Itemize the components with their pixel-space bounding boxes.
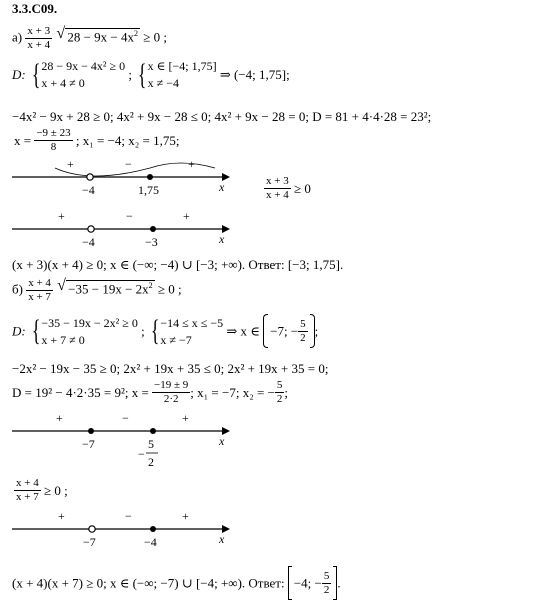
fraction-denominator: x + 4: [27, 39, 51, 51]
sign-plus: +: [182, 412, 189, 425]
sign-minus: −: [125, 158, 132, 171]
fraction-denominator: 2·2: [163, 393, 179, 405]
fraction-denominator: 2: [276, 393, 283, 405]
sign-plus: +: [67, 158, 74, 171]
part-a-answer: (x + 3)(x + 4) ≥ 0; x ∈ (−∞; −4) ∪ [−3; +∞). Ответ: [−3; 1,75].: [12, 257, 344, 272]
axis-label: x: [219, 532, 225, 546]
fraction-numerator: 5: [276, 379, 283, 391]
domain-system-2: { −14 ≤ x ≤ −5 x ≠ −7: [150, 314, 224, 347]
sign-plus: +: [58, 210, 65, 223]
system-row: x ≠ −4: [147, 76, 179, 90]
roots-values: ; x₁ = −7; x₂ = −: [190, 385, 275, 400]
fraction-denominator: x + 7: [16, 491, 39, 503]
interval-fraction: [298, 319, 308, 344]
number-line-b1: [10, 412, 245, 480]
open-bracket: [288, 566, 292, 600]
closed-point: [147, 174, 153, 180]
point-label: −7: [82, 437, 95, 451]
domain-result: ⇒ x ∈: [226, 323, 260, 339]
domain-label: D:: [12, 67, 26, 82]
sign-plus: +: [56, 412, 63, 425]
part-b-answer: [12, 566, 341, 600]
open-bracket: [263, 314, 268, 348]
answer-interval: −4; −: [293, 575, 322, 591]
number-line-a1: [10, 158, 240, 200]
domain-result: ⇒ (−4; 1,75];: [219, 67, 290, 82]
part-b-roots: D = 19² − 4·2·35 = 9²; x = $\frac{-19 \pm 9}{2\cdot 2}$ ; x₁ = −7; x₂ = − $\frac{5}{2}$ ;: [12, 379, 289, 405]
point-label-den: 2: [148, 455, 154, 469]
closed-point: [150, 428, 156, 434]
sign-minus: −: [126, 210, 133, 223]
number-line-b2: [10, 510, 245, 552]
sign-plus: +: [183, 210, 190, 223]
point-label: −7: [83, 535, 96, 549]
sign-fraction: [14, 478, 41, 503]
root2-fraction: [275, 380, 285, 405]
inequality-tail: ≥ 0 ;: [140, 29, 167, 45]
fraction-numerator: 5: [300, 317, 306, 330]
root-fraction: [152, 380, 190, 405]
system-row: x + 4 ≠ 0: [41, 76, 85, 90]
fraction-numerator: x + 4: [28, 277, 51, 289]
point-label-sign: −: [138, 447, 145, 461]
system-row: −35 − 19x − 2x² ≥ 0: [41, 315, 138, 330]
fraction-numerator: 5: [323, 569, 330, 582]
fraction-denominator: 2: [323, 583, 330, 596]
point-label: 1,75: [138, 183, 159, 197]
sign-plus: +: [188, 158, 195, 171]
fraction-numerator: x + 4: [16, 477, 39, 489]
root-fraction: [34, 128, 72, 153]
part-a-fraction: [25, 26, 52, 51]
domain-label: D:: [12, 323, 26, 339]
roots-values: ; x₁ = −4; x₂ = 1,75;: [75, 133, 180, 148]
fraction-numerator: −19 ± 9: [154, 379, 189, 391]
fraction-denominator: x + 4: [266, 189, 289, 201]
interval-left: −7; −: [270, 323, 299, 339]
part-b-domain: D: { −35 − 19x − 2x² ≥ 0 x + 7 ≠ 0 ; { −14 ≤ x ≤ −5 x ≠ −7 ⇒ x ∈ −7; − $\frac{5}{2}$ ;: [12, 314, 319, 347]
system-row: 28 − 9x − 4x² ≥ 0: [41, 59, 126, 73]
axis-label: x: [219, 180, 225, 194]
point-label-num: 5: [148, 437, 154, 451]
part-a-sign-fraction: [264, 176, 311, 201]
closed-point: [150, 226, 156, 232]
part-b-inequality: [12, 278, 182, 303]
part-b-quadratic-line: −2x² − 19x − 35 ≥ 0; 2x² + 19x + 35 ≤ 0; 2x² + 19x + 35 = 0;: [12, 361, 329, 376]
point-label: −4: [82, 183, 95, 197]
fraction-numerator: −9 ± 23: [36, 127, 71, 139]
system-row: x ∈ [−4; 1,75]: [147, 59, 217, 73]
sign-plus: +: [58, 510, 65, 523]
sign-fraction: [264, 176, 291, 201]
inequality-tail: ≥ 0 ;: [40, 483, 68, 498]
part-a-roots: [14, 128, 180, 153]
number-line-a2: [10, 210, 240, 252]
point-label: −4: [144, 535, 157, 549]
fraction-denominator: 8: [50, 141, 57, 153]
radicand: −35 − 19x − 2x: [68, 281, 149, 297]
system-row: x + 7 ≠ 0: [41, 332, 85, 347]
system-row: x ≠ −7: [160, 332, 192, 347]
problem-title: 3.3.C09.: [12, 1, 58, 16]
sign-plus: +: [182, 510, 189, 523]
sign-minus: −: [122, 412, 129, 425]
open-point: [87, 174, 93, 180]
fraction-numerator: x + 3: [27, 25, 51, 37]
part-b-sign-fraction: [14, 478, 68, 503]
answer-fraction: [322, 571, 332, 596]
radicand: 28 − 9x − 4x: [67, 29, 134, 45]
domain-system-2: { x ∈ [−4; 1,75] x ≠ −4: [138, 57, 217, 91]
part-a-radical: √ $28 - 9x - 4x^2$: [65, 28, 140, 43]
part-a-quadratic-line: −4x² − 9x + 28 ≥ 0; 4x² + 9x − 28 ≤ 0; 4x² + 9x − 28 = 0; D = 81 + 4·4·28 = 23²;: [12, 109, 432, 124]
open-point: [89, 526, 95, 532]
axis-label: x: [219, 232, 225, 246]
part-b-radical: √ $-35 - 19x - 2x^2$: [66, 280, 155, 295]
answer-tail: .: [337, 575, 341, 591]
answer-text: (x + 4)(x + 7) ≥ 0; x ∈ (−∞; −7) ∪ [−4; +∞). Ответ:: [12, 575, 285, 591]
part-b-label: б): [12, 281, 23, 297]
axis-label: x: [219, 434, 225, 448]
part-b-fraction: [26, 278, 53, 303]
sign-minus: −: [125, 510, 132, 523]
system-row: −14 ≤ x ≤ −5: [160, 315, 224, 330]
inequality-tail: ≥ 0 ;: [154, 281, 182, 297]
point-label: −4: [82, 235, 95, 249]
open-point: [88, 226, 94, 232]
part-a-label: а): [12, 29, 23, 45]
closed-point: [88, 428, 94, 434]
closed-point: [150, 526, 156, 532]
domain-system-1: { 28 − 9x − 4x² ≥ 0 x + 4 ≠ 0: [31, 57, 126, 91]
fraction-denominator: x + 7: [28, 291, 51, 303]
part-a-inequality: [12, 26, 167, 51]
domain-system-1: { −35 − 19x − 2x² ≥ 0 x + 7 ≠ 0: [31, 314, 138, 347]
part-a-domain: D: { 28 − 9x − 4x² ≥ 0 x + 4 ≠ 0 ; { x ∈ [−4; 1,75] x ≠ −4 ⇒ (−4; 1,75];: [12, 57, 290, 91]
discriminant: D = 19² − 4·2·35 = 9²; x =: [12, 385, 149, 400]
root-prefix: x =: [14, 133, 32, 148]
point-label: −3: [145, 235, 158, 249]
fraction-numerator: x + 3: [266, 175, 289, 187]
inequality-tail: ≥ 0: [290, 181, 311, 196]
fraction-denominator: 2: [300, 331, 306, 344]
